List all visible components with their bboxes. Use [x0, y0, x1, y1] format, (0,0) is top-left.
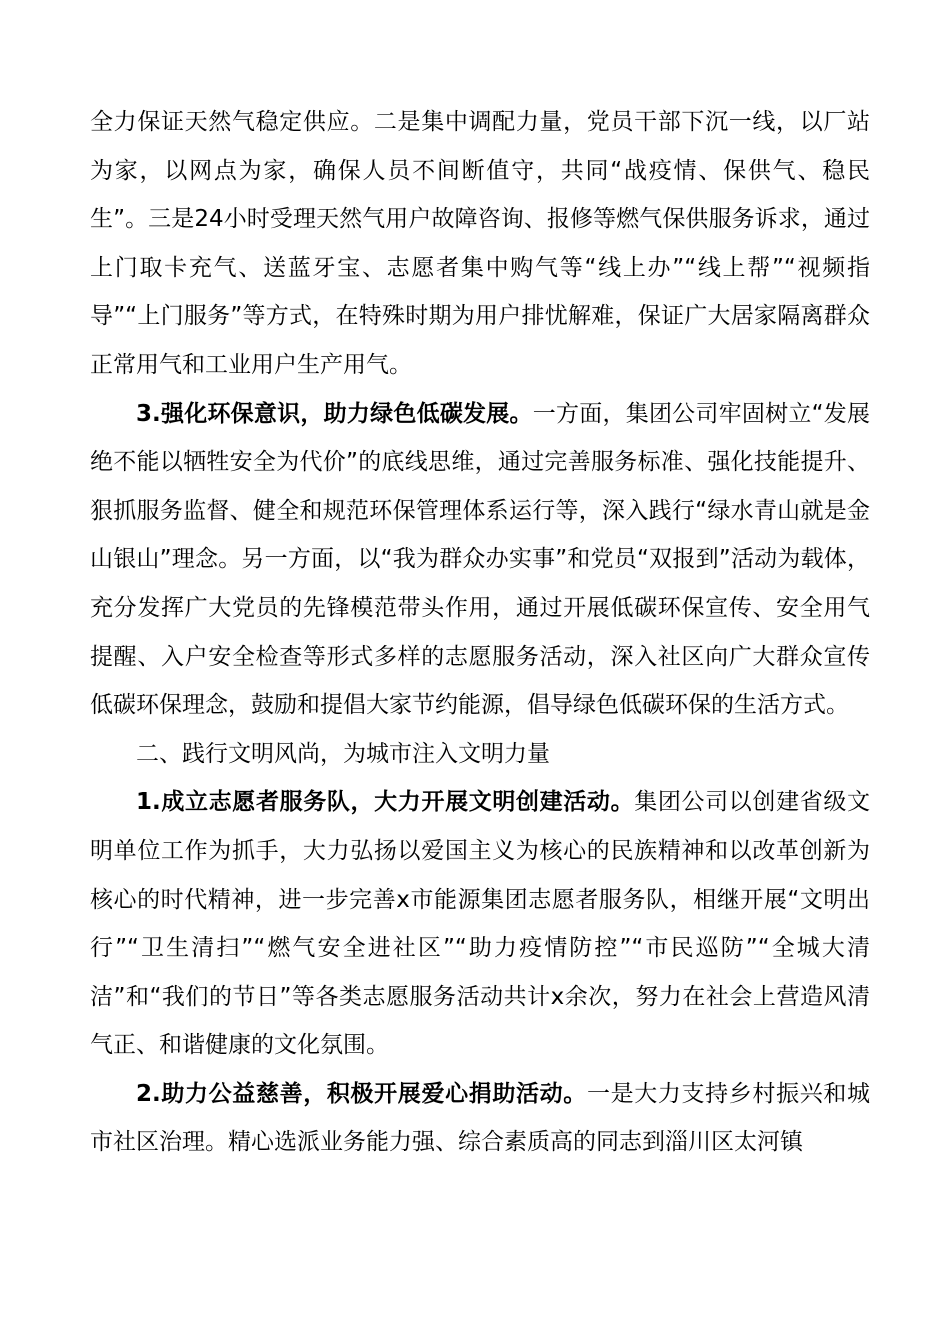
section-heading-text: 二、践行文明风尚，为城市注入文明力量	[136, 740, 550, 767]
paragraph-text: 全力保证天然气稳定供应。二是集中调配力量，党员干部下沉一线，以厂站为家，以网点为家，确保人员不间断值守，共同“战疫情、保供气、稳民生”。三是24小时受理天然气用户故障咨询、报修等燃气保供服务诉求，通过上门取卡充气、送蓝牙宝、志愿者集中购气等“线上办”“线上帮”“视频指导”“上门服务”等方式，在特殊时期为用户排忧解难，保证广大居家隔离群众正常用气和工业用户生产用气。	[90, 109, 870, 378]
paragraph-text: 一方面，集团公司牢固树立“发展绝不能以牺牲安全为代价”的底线思维，通过完善服务标准、强化技能提升、狠抓服务监督、健全和规范环保管理体系运行等，深入践行“绿水青山就是金山银山”理念。另一方面，以“我为群众办实事”和党员“双报到”活动为载体，充分发挥广大党员的先锋模范带头作用，通过开展低碳环保宣传、安全用气提醒、入户安全检查等形式多样的志愿服务活动，深入社区向广大群众宣传低碳环保理念，鼓励和提倡大家节约能源，倡导绿色低碳环保的生活方式。	[90, 400, 870, 719]
paragraph-text: 集团公司以创建省级文明单位工作为抓手，大力弘扬以爱国主义为核心的民族精神和以改革创新为核心的时代精神，进一步完善x市能源集团志愿者服务队，相继开展“文明出行”“卫生清扫”“燃气安全进社区”“助力疫情防控”“市民巡防”“全城大清洁”和“我们的节日”等各类志愿服务活动共计x余次，努力在社会上营造风清气正、和谐健康的文化氛围。	[90, 789, 870, 1059]
paragraph-text: 一是大力支持乡村振兴和城市社区治理。精心选派业务能力强、综合素质高的同志到淄川区太河镇	[90, 1080, 870, 1156]
paragraph-charity	[90, 1070, 870, 1167]
paragraph-volunteer-team	[90, 778, 870, 1070]
document-body	[90, 98, 870, 1167]
paragraph-lead-heading: 1.成立志愿者服务队，大力开展文明创建活动。	[136, 789, 635, 816]
paragraph-environmental-awareness	[90, 390, 870, 730]
paragraph-lead-heading: 2.助力公益慈善，积极开展爱心捐助活动。	[136, 1080, 587, 1107]
paragraph-gas-supply-continued	[90, 98, 870, 390]
section-heading-civilization	[90, 730, 870, 779]
paragraph-lead-heading: 3.强化环保意识，助力绿色低碳发展。	[136, 400, 533, 427]
